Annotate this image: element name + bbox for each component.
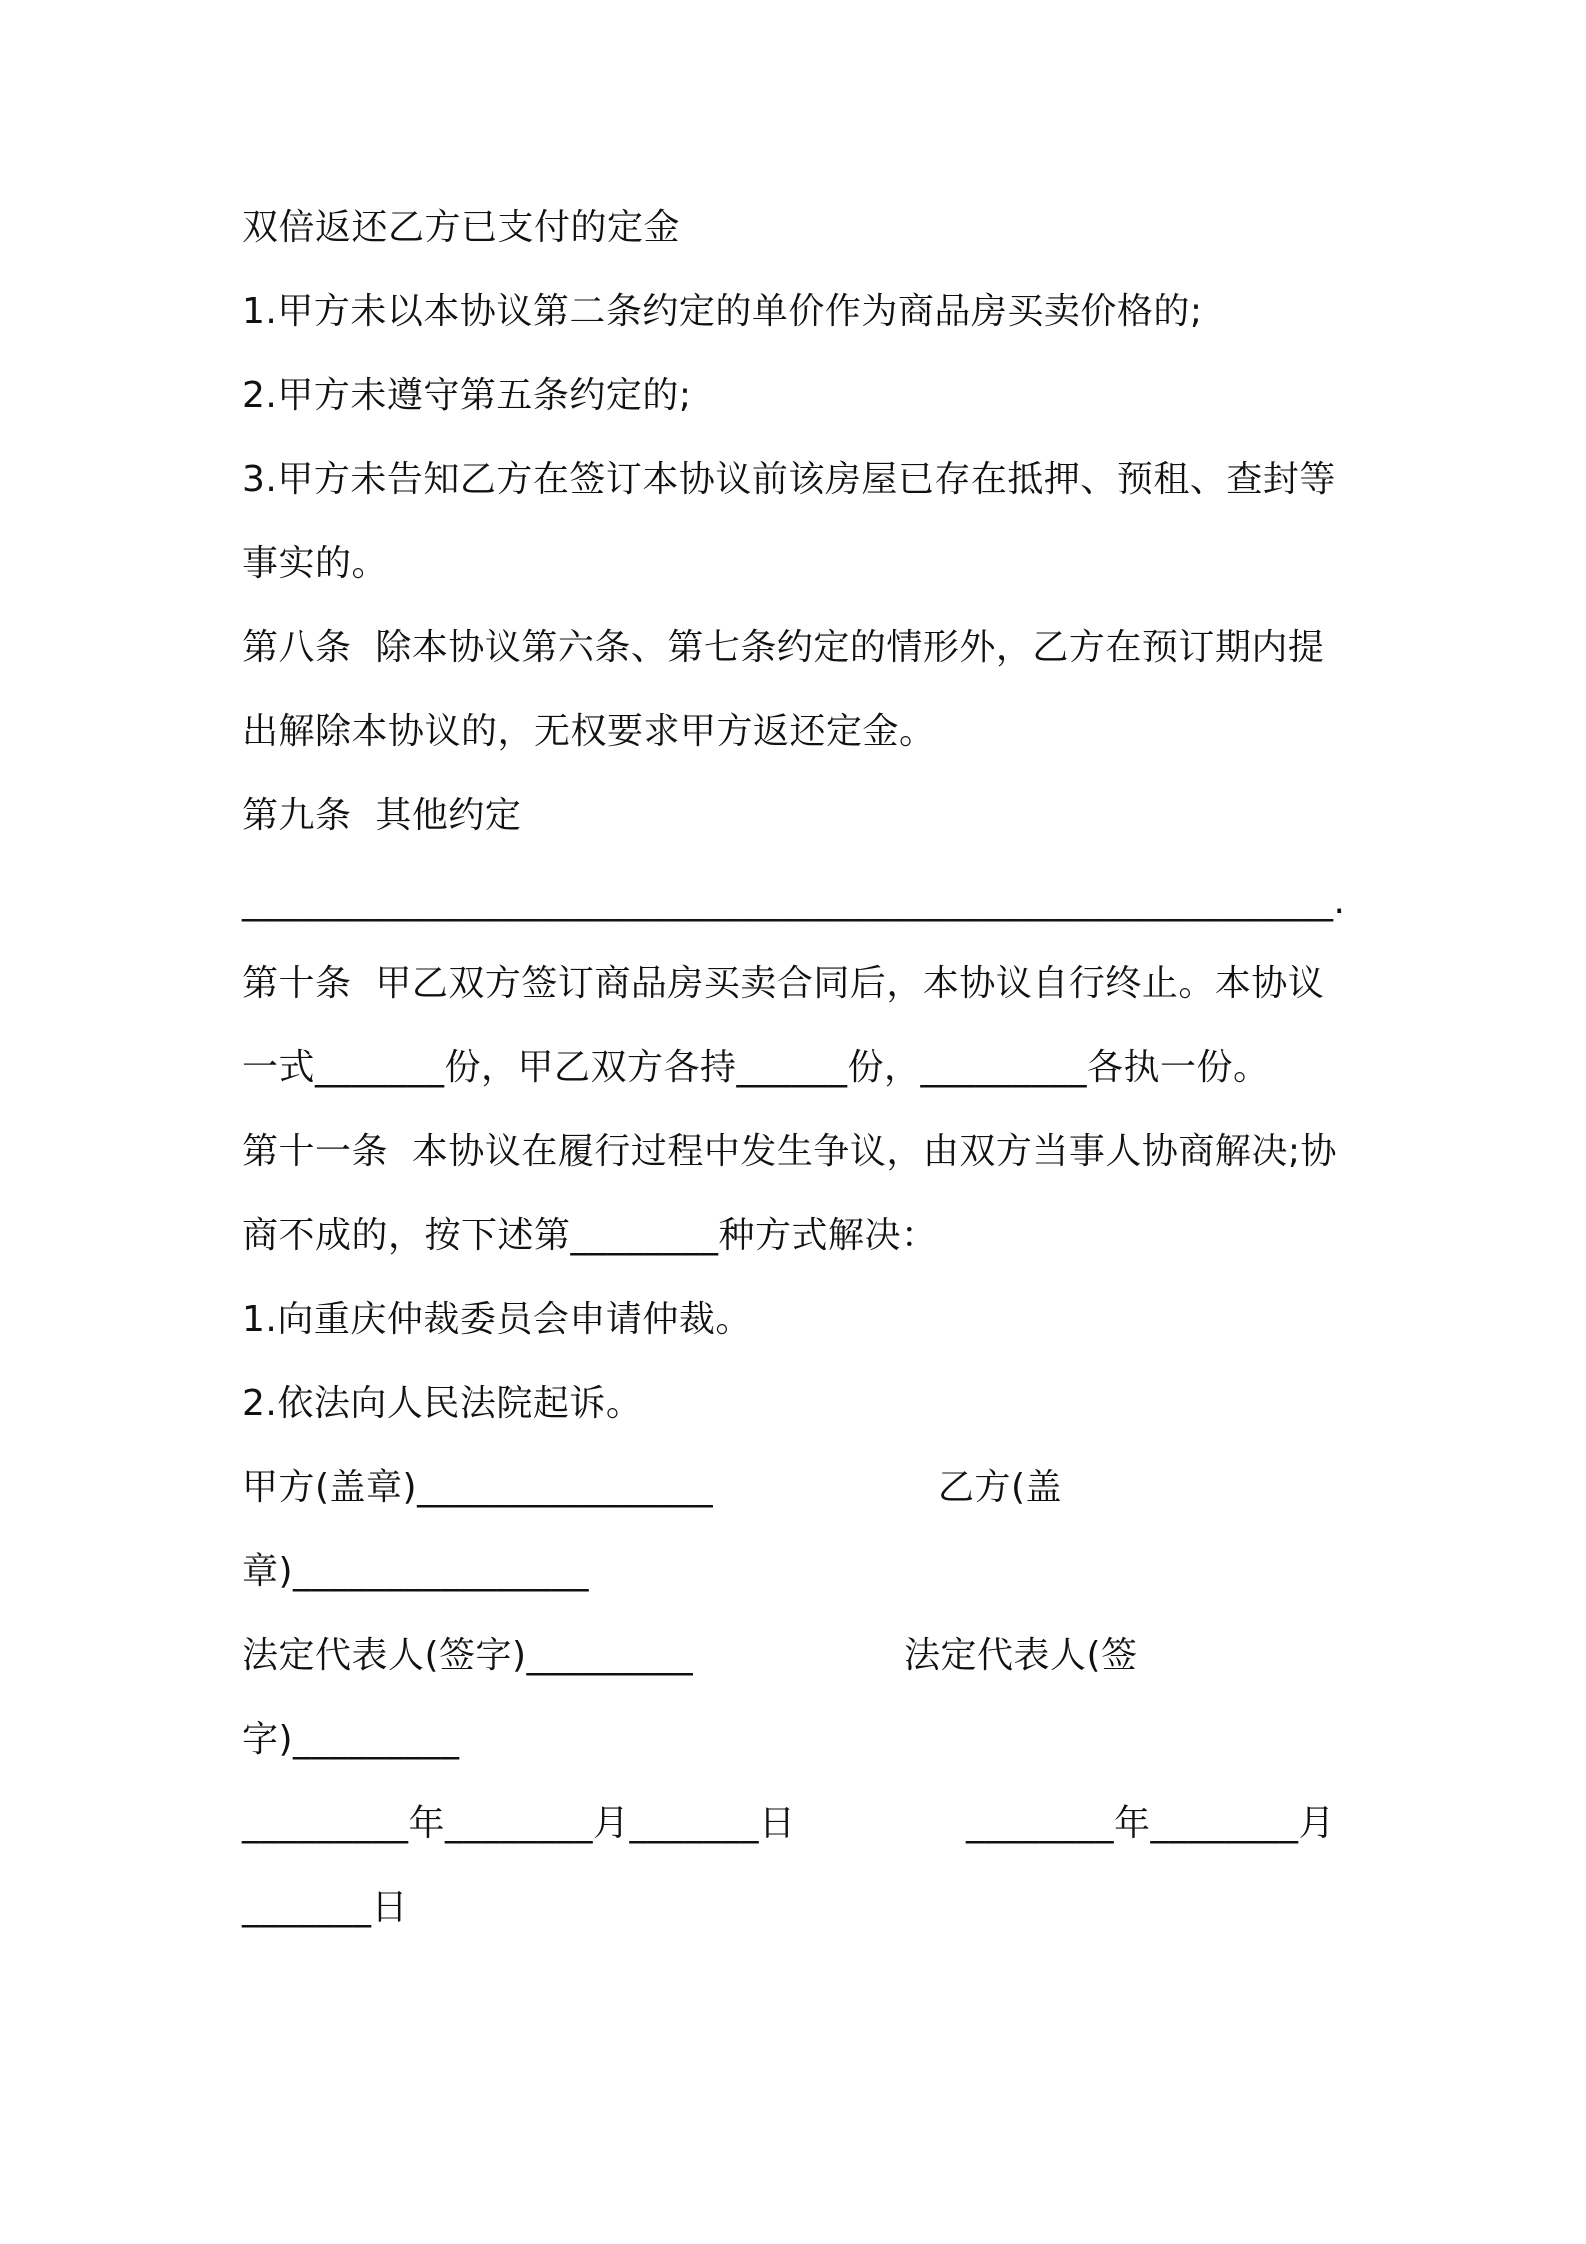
text-line-article-10-cont: 一式_______份，甲乙双方各持______份，_________各执一份。: [242, 1047, 1270, 1088]
text-line-litigation: 2.依法向人民法院起诉。: [242, 1383, 643, 1424]
signature-party-b-representative: 法定代表人(签: [904, 1635, 1138, 1676]
text-line-article-8: 第八条 除本协议第六条、第七条约定的情形外，乙方在预订期内提: [242, 627, 1325, 668]
date-line-party-b-cont: _______日: [242, 1887, 409, 1928]
text-line-arbitration: 1.向重庆仲裁委员会申请仲裁。: [242, 1299, 752, 1340]
text-line-clause-item-1: 1.甲方未以本协议第二条约定的单价作为商品房买卖价格的;: [242, 291, 1203, 332]
signature-party-b-representative-cont: 字)_________: [242, 1719, 460, 1760]
signature-party-a-seal: 甲方(盖章)________________: [242, 1467, 714, 1508]
text-line-article-11: 第十一条 本协议在履行过程中发生争议，由双方当事人协商解决;协: [242, 1131, 1338, 1172]
text-line-article-8-cont: 出解除本协议的，无权要求甲方返还定金。: [242, 711, 936, 752]
text-line-deposit-refund: 双倍返还乙方已支付的定金: [242, 207, 681, 248]
text-line-clause-item-3-cont: 事实的。: [242, 543, 389, 584]
text-line-article-9: 第九条 其他约定: [242, 795, 522, 836]
signature-party-b-seal-cont: 章)________________: [242, 1551, 590, 1592]
text-line-article-11-cont: 商不成的，按下述第________种方式解决：: [242, 1215, 938, 1256]
blank-line-other-terms: ___________________________________________________________.: [242, 881, 1346, 922]
date-line-party-a: _________年________月_______日: [242, 1803, 796, 1844]
text-line-clause-item-3: 3.甲方未告知乙方在签订本协议前该房屋已存在抵押、预租、查封等: [242, 459, 1336, 500]
text-line-article-10: 第十条 甲乙双方签订商品房买卖合同后，本协议自行终止。本协议: [242, 963, 1325, 1004]
date-line-party-b: ________年________月: [966, 1803, 1335, 1844]
signature-party-b-seal: 乙方(盖: [938, 1467, 1063, 1508]
signature-party-a-representative: 法定代表人(签字)_________: [242, 1635, 694, 1676]
text-line-clause-item-2: 2.甲方未遵守第五条约定的;: [242, 375, 692, 416]
